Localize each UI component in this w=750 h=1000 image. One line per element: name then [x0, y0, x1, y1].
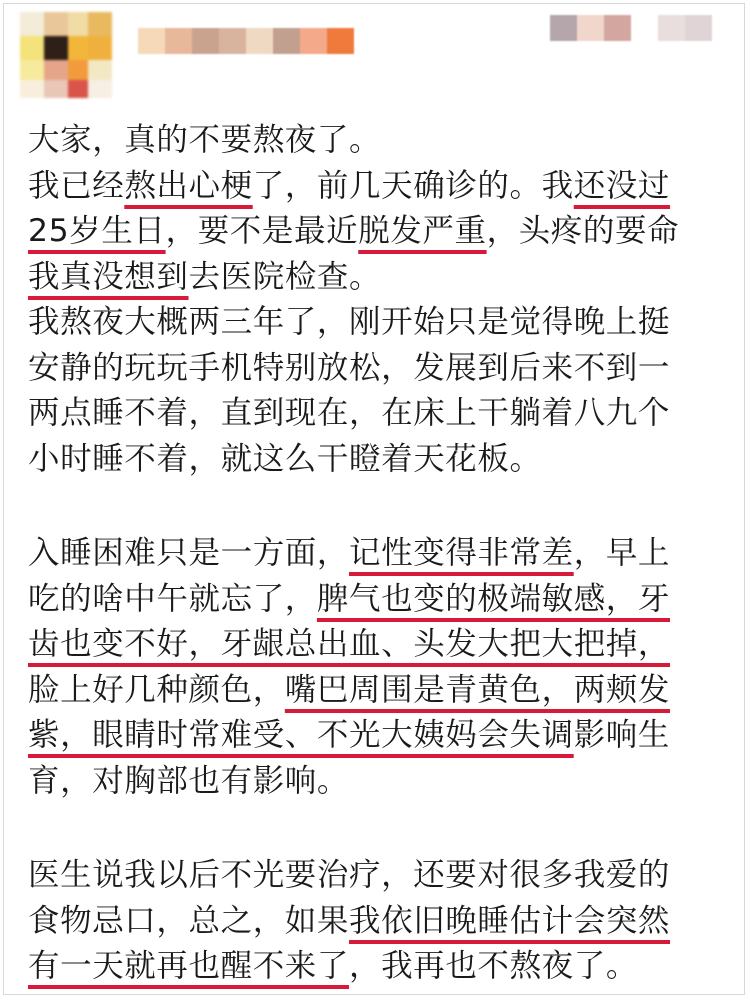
text-segment: 大家，真的不要熬夜了。	[28, 122, 382, 158]
text-line	[28, 713, 728, 759]
text-line	[28, 944, 728, 990]
text-segment: 育，对胸部也有影响。	[28, 762, 350, 799]
post-meta-mosaic	[550, 15, 712, 41]
text-segment: ，我再也不熬夜了。	[349, 948, 638, 984]
text-segment: 影响生	[573, 717, 671, 753]
highlighted-text: 脾气也变的极端敏感，牙	[316, 580, 671, 617]
text-line	[28, 118, 728, 164]
text-line	[28, 531, 728, 577]
highlighted-text: 嘴巴周围是青黄色，两颊发	[284, 671, 671, 708]
text-segment: 安静的玩玩手机特别放松，发展到后来不到一	[28, 349, 671, 386]
text-line	[28, 346, 728, 392]
text-segment: 了，前几天确诊的。我	[252, 167, 574, 204]
text-segment: 医生说我以后不光要治疗，还要对很多我爱的	[28, 857, 671, 893]
paragraph-gap	[28, 804, 728, 853]
highlighted-text: 熬出心梗	[124, 167, 253, 204]
highlighted-text: 齿也变不好，牙龈总出血、头发大把大把掉，	[28, 626, 671, 662]
text-segment: 我已经	[28, 167, 125, 204]
highlighted-text: 25岁生日	[28, 213, 166, 249]
highlighted-text: 紫，眼睛时常难受、不光大姨妈会失调	[28, 717, 574, 753]
text-segment: ，要不是最近	[165, 213, 359, 249]
highlighted-text: 我真没想到	[28, 258, 189, 295]
text-line	[28, 899, 728, 945]
text-line	[28, 255, 728, 301]
post-body	[28, 118, 728, 990]
text-line	[28, 853, 728, 899]
highlighted-text: 脱发严重	[358, 213, 487, 249]
text-segment: 我熬夜大概两三年了，刚开始只是觉得晚上挺	[28, 304, 671, 340]
text-segment: ，早上	[573, 535, 671, 571]
text-segment: ，头疼的要命	[486, 213, 680, 249]
text-line	[28, 668, 728, 714]
highlighted-text: 我依旧晚睡估计会突然	[349, 902, 671, 939]
text-segment: 食物忌口，总之，如果	[28, 902, 350, 939]
text-segment: 小时睡不着，就这么干瞪着天花板。	[28, 440, 542, 477]
text-line	[28, 209, 728, 255]
text-segment: 去医院检查。	[188, 258, 382, 295]
text-line	[28, 437, 728, 483]
text-segment: 脸上好几种颜色，	[28, 671, 285, 708]
highlighted-text: 有一天就再也醒不来了	[28, 948, 350, 984]
highlighted-text: 记性变得非常差	[349, 535, 574, 571]
text-segment: 吃的啥中午就忘了，	[28, 580, 317, 617]
highlighted-text: 还没过	[573, 167, 671, 204]
text-line	[28, 577, 728, 623]
username-mosaic[interactable]	[138, 28, 354, 54]
text-line	[28, 622, 728, 668]
paragraph-gap	[28, 482, 728, 531]
text-line	[28, 300, 728, 346]
text-line	[28, 391, 728, 437]
text-segment: 入睡困难只是一方面，	[28, 535, 350, 571]
text-line	[28, 164, 728, 210]
avatar[interactable]	[20, 12, 112, 98]
post-header	[0, 0, 750, 110]
text-line	[28, 759, 728, 805]
text-segment: 两点睡不着，直到现在，在床上干躺着八九个	[28, 395, 671, 431]
